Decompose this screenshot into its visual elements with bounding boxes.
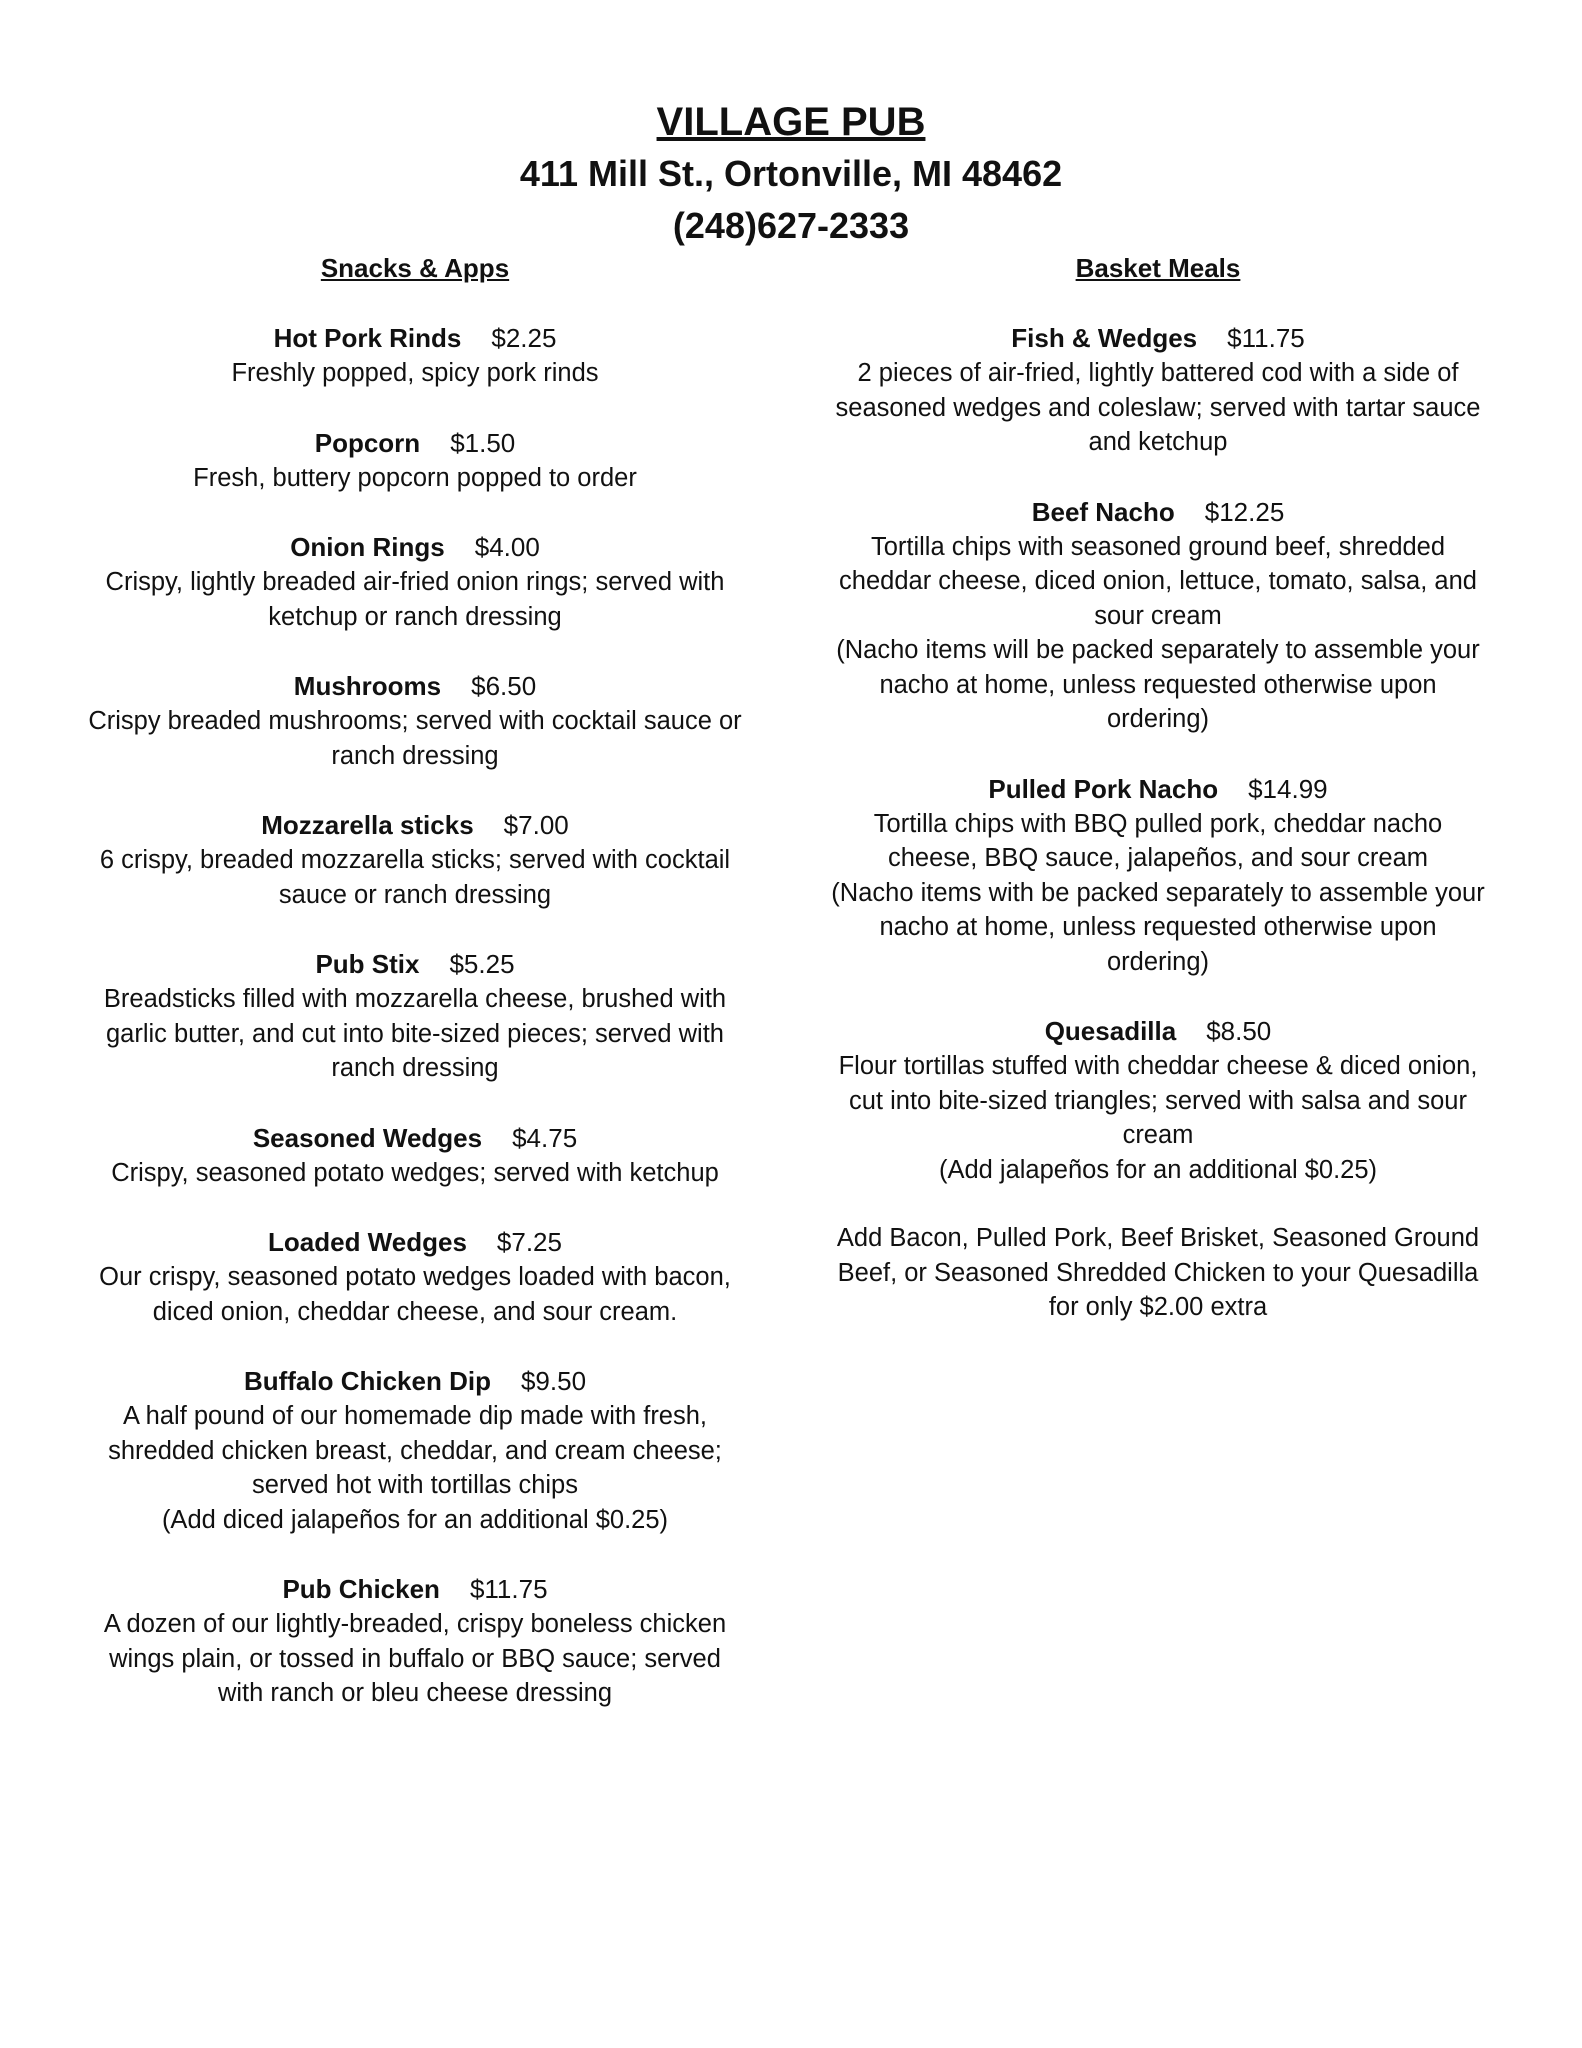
item-note: (Nacho items with be packed separately to assemble your nacho at home, unless requested otherwise upon ordering) xyxy=(831,878,1485,976)
menu-item xyxy=(85,425,745,496)
address: 411 Mill St., Ortonville, MI 48462 xyxy=(519,153,1063,194)
item-name: Mushrooms xyxy=(293,671,442,701)
item-name: Buffalo Chicken Dip xyxy=(243,1366,491,1396)
section-heading-baskets: Basket Meals xyxy=(1075,253,1241,283)
item-name: Quesadilla xyxy=(1044,1016,1177,1046)
menu-item xyxy=(85,807,745,912)
phone-number: (248)627-2333 xyxy=(672,205,910,246)
menu-item xyxy=(828,320,1488,460)
item-name: Loaded Wedges xyxy=(268,1227,467,1257)
menu-item xyxy=(85,320,745,391)
menu-item xyxy=(85,529,745,634)
item-price: $4.75 xyxy=(512,1122,578,1153)
item-name: Beef Nacho xyxy=(1031,496,1175,527)
item-name: Pulled Pork Nacho xyxy=(988,773,1219,804)
item-description: Our crispy, seasoned potato wedges loaded with bacon, diced onion, cheddar cheese, and sour cream. xyxy=(99,1263,731,1326)
item-name: Mozzarella sticks xyxy=(261,810,474,840)
item-description: A half pound of our homemade dip made with fresh, shredded chicken breast, cheddar, and cream cheese; served hot with tortillas chips xyxy=(108,1402,722,1499)
item-price: $7.25 xyxy=(496,1227,562,1257)
menu-item xyxy=(85,1120,745,1191)
item-price: $12.25 xyxy=(1204,496,1285,527)
item-price: $11.75 xyxy=(469,1574,548,1604)
item-description: Crispy, lightly breaded air-fried onion rings; served with ketchup or ranch dressing xyxy=(105,568,725,631)
item-note: (Add diced jalapeños for an additional $0.25) xyxy=(161,1505,669,1534)
item-price: $9.50 xyxy=(520,1366,587,1396)
item-price: $4.00 xyxy=(474,532,540,562)
menu-item xyxy=(85,1571,745,1711)
item-note: (Add jalapeños for an additional $0.25) xyxy=(938,1155,1378,1184)
page-title: VILLAGE PUB xyxy=(656,100,926,144)
item-price: $8.50 xyxy=(1206,1016,1272,1046)
item-price: $14.99 xyxy=(1248,773,1328,804)
menu-item xyxy=(85,946,745,1086)
menu-item xyxy=(85,1224,745,1329)
menu-item xyxy=(828,494,1488,737)
item-price: $1.50 xyxy=(450,427,516,458)
item-description: Fresh, buttery popcorn popped to order xyxy=(193,463,637,492)
item-name: Pub Chicken xyxy=(282,1574,440,1604)
menu-item xyxy=(828,1013,1488,1187)
item-price: $5.25 xyxy=(449,949,515,979)
item-description: Freshly popped, spicy pork rinds xyxy=(231,359,599,387)
item-price: $11.75 xyxy=(1227,323,1305,353)
item-description: 2 pieces of air-fried, lightly battered cod with a side of seasoned wedges and coleslaw; served with tartar sauce and ketchup xyxy=(835,359,1481,456)
menu-item xyxy=(85,1363,745,1537)
snacks-apps-column xyxy=(85,250,745,1745)
item-price: $7.00 xyxy=(503,810,569,840)
item-description: Tortilla chips with seasoned ground beef, shredded cheddar cheese, diced onion, lettuce, tomato, salsa, and sour cream xyxy=(839,532,1477,630)
menu-header xyxy=(0,96,1582,252)
section-heading-snacks: Snacks & Apps xyxy=(320,253,510,283)
item-name: Hot Pork Rinds xyxy=(273,323,462,353)
item-name: Popcorn xyxy=(314,427,421,458)
item-description: 6 crispy, breaded mozzarella sticks; served with cocktail sauce or ranch dressing xyxy=(99,846,731,909)
item-name: Seasoned Wedges xyxy=(252,1122,483,1153)
item-price: $2.25 xyxy=(491,323,557,353)
item-description: Flour tortillas stuffed with cheddar cheese & diced onion, cut into bite-sized triangles; served with salsa and sour cream xyxy=(838,1052,1478,1149)
basket-meals-column xyxy=(828,250,1488,1325)
item-name: Pub Stix xyxy=(315,949,420,979)
item-price: $6.50 xyxy=(471,671,537,701)
item-description: Crispy breaded mushrooms; served with cocktail sauce or ranch dressing xyxy=(88,707,742,770)
menu-item xyxy=(828,771,1488,980)
item-name: Onion Rings xyxy=(290,532,445,562)
item-note: (Nacho items will be packed separately to assemble your nacho at home, unless requested otherwise upon ordering) xyxy=(836,636,1480,733)
item-description: Crispy, seasoned potato wedges; served with ketchup xyxy=(111,1158,719,1187)
item-name: Fish & Wedges xyxy=(1011,323,1198,353)
menu-item xyxy=(85,668,745,773)
item-description: Breadsticks filled with mozzarella cheese, brushed with garlic butter, and cut into bite-sized pieces; served with ranch dressing xyxy=(103,985,727,1082)
item-description: Tortilla chips with BBQ pulled pork, cheddar nacho cheese, BBQ sauce, jalapeños, and sour cream xyxy=(873,809,1443,872)
quesadilla-addon-note: Add Bacon, Pulled Pork, Beef Brisket, Seasoned Ground Beef, or Seasoned Shredded Chicken to your Quesadilla for only $2.00 extra xyxy=(836,1224,1480,1321)
item-description: A dozen of our lightly-breaded, crispy boneless chicken wings plain, or tossed in buffalo or BBQ sauce; served with ranch or bleu cheese dressing xyxy=(103,1610,727,1707)
